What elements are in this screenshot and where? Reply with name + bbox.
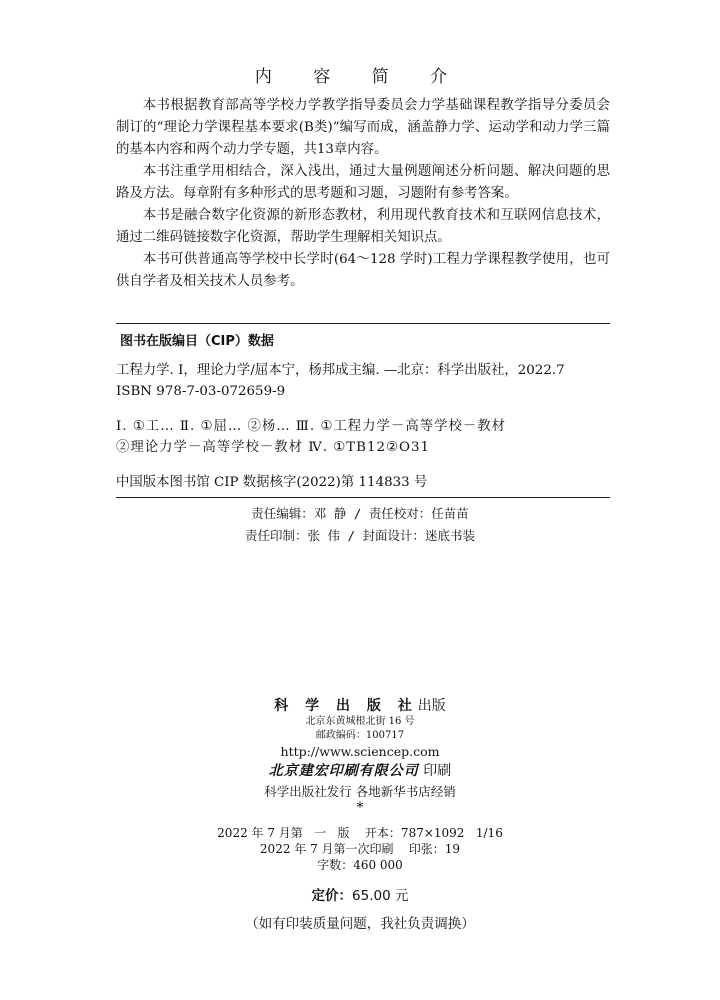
- price: [0, 884, 720, 904]
- cip-approval: 中国版本图书馆 CIP 数据核字(2022)第 114833 号: [116, 475, 428, 490]
- cip-subject-line: Ⅰ. ①工… Ⅱ. ①屈… ②杨… Ⅲ. ①工程力学－高等学校－教材: [116, 419, 507, 434]
- cip-record-line: 工程力学. I，理论力学/屈本宁，杨邦成主编. —北京：科学出版社，2022.7: [116, 363, 565, 378]
- word-count: 字数：460 000: [317, 858, 403, 872]
- separator-star: *: [356, 800, 364, 816]
- abstract: [116, 95, 610, 293]
- cip-isbn: ISBN 978-7-03-072659-9: [116, 384, 286, 399]
- abstract-paragraph: 本书是融合数字化资源的新形态教材，利用现代教育技术和互联网信息技术，通过二维码链接数字化资源，帮助学生理解相关知识点。: [116, 208, 610, 245]
- edition-line: 2022 年 7 月第 一 版 开本：787×1092 1/16: [217, 826, 503, 840]
- abstract-paragraph: 本书根据教育部高等学校力学教学指导委员会力学基础课程教学指导分委员会制订的“理论力学课程基本要求(B类)”编写而成，涵盖静力学、运动学和动力学三篇的基本内容和两个动力学专题，共13章内容。: [116, 98, 610, 157]
- abstract-paragraph: 本书注重学用相结合，深入浅出，通过大量例题阐述分析问题、解决问题的思路及方法。每章附有多种形式的思考题和习题，习题附有参考答案。: [116, 164, 610, 201]
- publisher-url: http://www.sciencep.com: [280, 744, 440, 759]
- cip-subject-line: ②理论力学－高等学校－教材 Ⅳ. ①TB12②O31: [116, 440, 431, 455]
- cip-subjects: [116, 416, 610, 458]
- credits: [0, 503, 720, 547]
- abstract-paragraph: 本书可供普通高等学校中长学时(64～128 学时)工程力学课程教学使用，也可供自学者及相关技术人员参考。: [116, 252, 610, 289]
- printing-line: 2022 年 7 月第一次印刷 印张：19: [259, 842, 461, 856]
- credits-production: 责任印制：张 伟 / 封面设计：迷底书装: [244, 528, 476, 543]
- page-title: 内 容 简 介: [254, 67, 466, 87]
- cip-heading: 图书在版编目（CIP）数据: [120, 334, 274, 349]
- quality-notice: （如有印装质量问题，我社负责调换）: [245, 916, 475, 932]
- publisher-block: [0, 695, 720, 814]
- credits-editors: 责任编辑：邓 静 / 责任校对：任苗苗: [251, 506, 469, 521]
- cip-approval-block: [116, 472, 610, 493]
- printer-name: 北京建宏印刷有限公司: [268, 763, 419, 779]
- cip-bibliographic: [116, 360, 610, 402]
- cip-record: [116, 330, 610, 490]
- publisher-address: 北京东黄城根北街 16 号: [305, 716, 415, 727]
- printer-suffix: 印刷: [423, 763, 452, 779]
- publisher-line: [0, 695, 720, 715]
- publisher-suffix: 出版: [417, 698, 446, 714]
- publisher-name: 科 学 出 版 社: [274, 698, 418, 714]
- publisher-postcode: 邮政编码：100717: [315, 730, 405, 741]
- cip-bottom-rule: [116, 497, 610, 498]
- distribution: 科学出版社发行 各地新华书店经销: [264, 784, 456, 799]
- cip-top-rule: [116, 323, 610, 324]
- printer-line: [0, 760, 720, 782]
- price-value: 65.00 元: [352, 888, 409, 904]
- price-label: 定价：: [311, 888, 353, 904]
- edition-info: [0, 825, 720, 873]
